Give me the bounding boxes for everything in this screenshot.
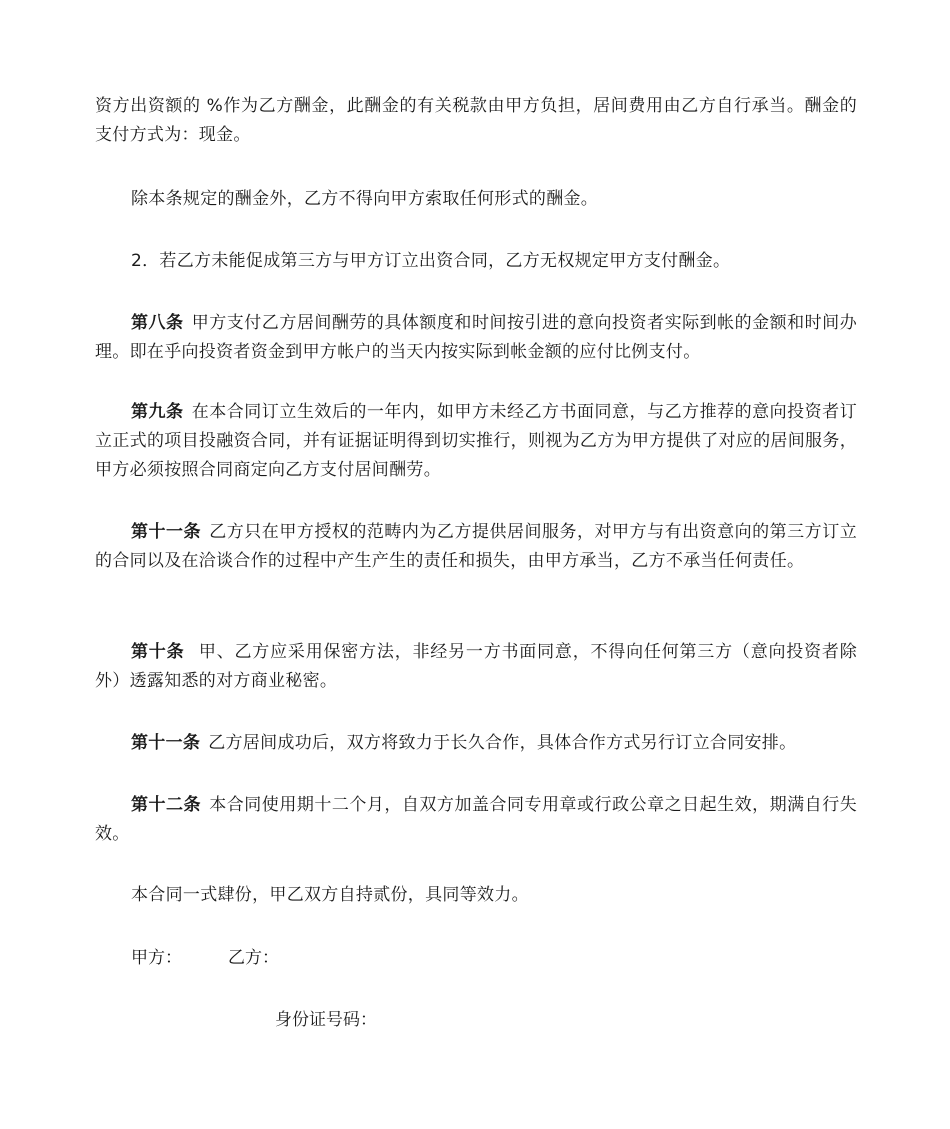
id-number-label: 身份证号码： — [275, 1010, 377, 1030]
paragraph-text: 除本条规定的酬金外，乙方不得向甲方索取任何形式的酬金。 — [131, 189, 599, 209]
paragraph-text: 本合同使用期十二个月，自双方加盖合同专用章或行政公章之日起生效，期满自行失效。 — [95, 795, 858, 844]
paragraph-clause-2 — [95, 247, 857, 276]
article-title: 第八条 — [131, 313, 184, 333]
paragraph-article-12 — [95, 791, 857, 849]
paragraph-text: 甲、乙方应采用保密方法，非经另一方书面同意，不得向任何第三方（意向投资者除外）透露知悉的对方商业秘密。 — [95, 642, 857, 691]
paragraph-article-8 — [95, 309, 857, 367]
paragraph-text: 2．若乙方未能促成第三方与甲方订立出资合同，乙方无权规定甲方支付酬金。 — [131, 251, 731, 271]
paragraph-article-11a — [95, 518, 857, 576]
paragraph-copies — [95, 881, 857, 910]
paragraph-text: 资方出资额的 %作为乙方酬金，此酬金的有关税款由甲方负担，居间费用由乙方自行承当。酬金的支付方式为：现金。 — [95, 96, 857, 145]
paragraph-text: 乙方只在甲方授权的范畴内为乙方提供居间服务，对甲方与有出资意向的第三方订立的合同以及在洽谈合作的过程中产生产生的责任和损失，由甲方承当，乙方不承当任何责任。 — [95, 522, 858, 571]
party-b-label: 乙方： — [228, 948, 279, 968]
party-a-label: 甲方： — [131, 948, 182, 968]
article-title: 第十条 — [131, 642, 185, 662]
paragraph-article-11b — [95, 729, 857, 758]
paragraph-article-10 — [95, 638, 857, 696]
paragraph-text: 在本合同订立生效后的一年内，如甲方未经乙方书面同意，与乙方推荐的意向投资者订立正式的项目投融资合同，并有证据证明得到切实推行，则视为乙方为甲方提供了对应的居间服务，甲方必须按照合同商定向乙方支付居间酬劳。 — [95, 402, 857, 480]
article-title: 第十二条 — [131, 795, 202, 815]
article-title: 第十一条 — [131, 733, 201, 753]
paragraph-commission-terms — [95, 92, 857, 150]
paragraph-article-9 — [95, 398, 857, 485]
paragraph-text: 本合同一式肆份，甲乙双方自持贰份，具同等效力。 — [131, 885, 529, 905]
article-title: 第九条 — [131, 402, 184, 422]
article-title: 第十一条 — [131, 522, 202, 542]
paragraph-text: 乙方居间成功后，双方将致力于长久合作，具体合作方式另行订立合同安排。 — [208, 733, 797, 753]
paragraph-text: 甲方支付乙方居间酬劳的具体额度和时间按引进的意向投资者实际到帐的金额和时间办理。即在乎向投资者资金到甲方帐户的当天内按实际到帐金额的应付比例支付。 — [95, 313, 857, 362]
paragraph-commission-limit — [95, 185, 857, 214]
